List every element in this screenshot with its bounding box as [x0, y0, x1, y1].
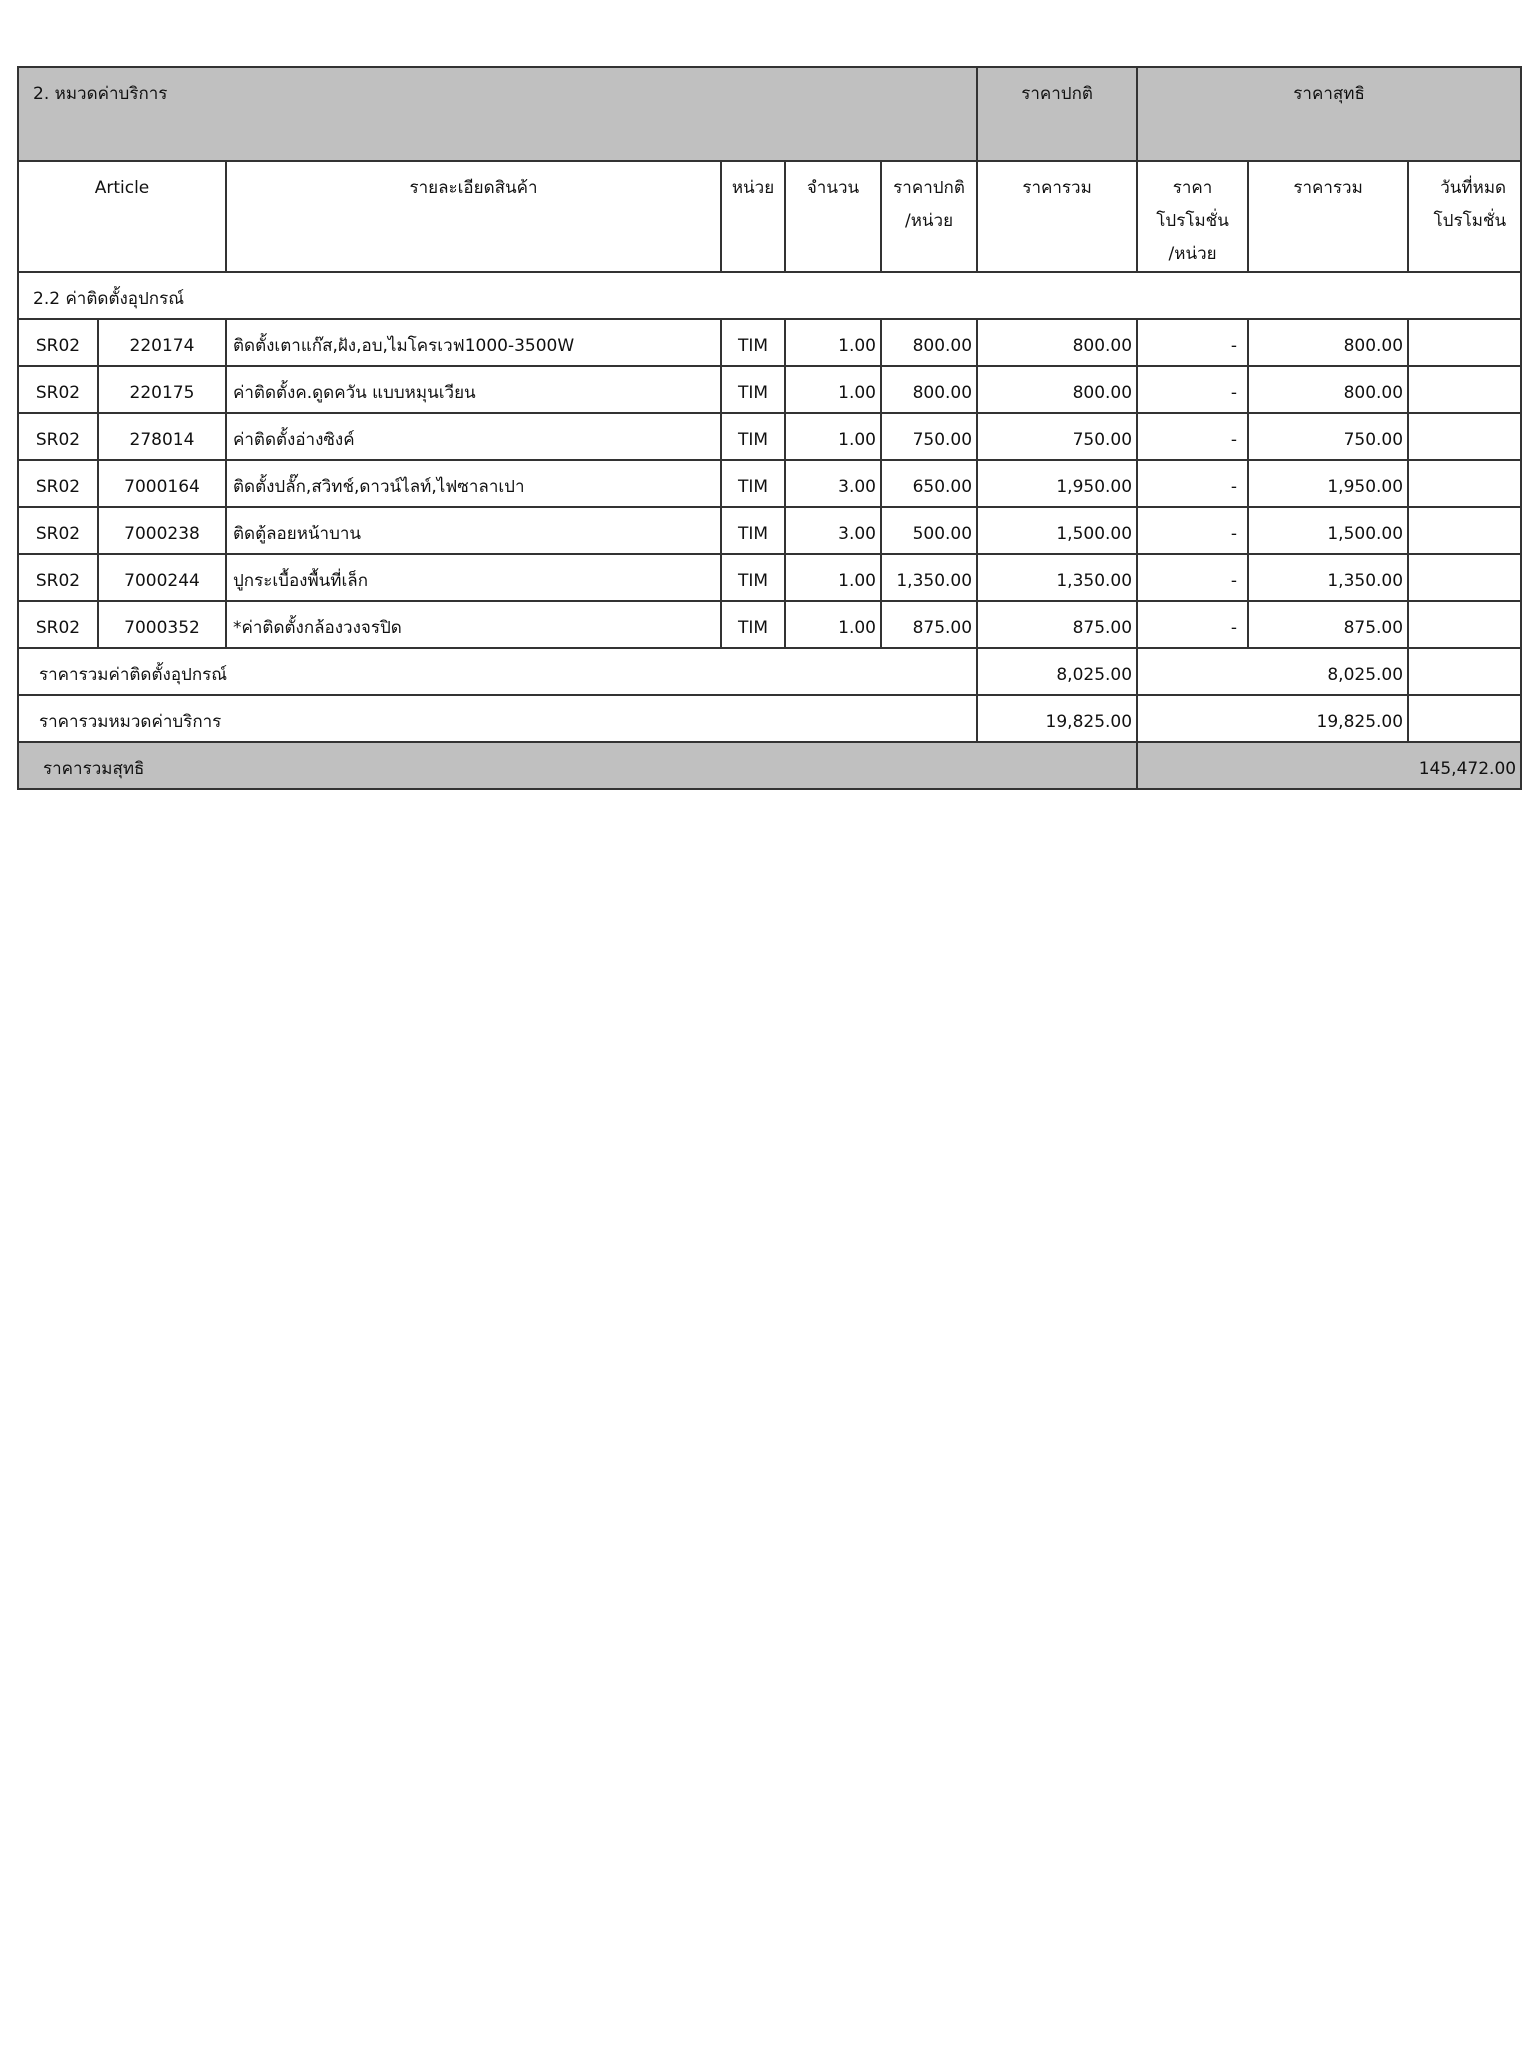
item-total: 1,950.00 — [1056, 477, 1133, 497]
subtotal-service-row — [18, 695, 1521, 742]
item-promo-end — [1409, 555, 1520, 565]
item-article: 278014 — [129, 430, 195, 450]
item-promo: - — [1230, 336, 1238, 356]
item-unit-price: 875.00 — [912, 618, 973, 638]
subtotal-install-empty — [1408, 648, 1521, 695]
item-code: SR02 — [35, 618, 81, 638]
item-net-total: 750.00 — [1343, 430, 1404, 450]
col-quantity-label: จำนวน — [806, 178, 860, 198]
group-normal-price: ราคาปกติ — [1021, 84, 1093, 104]
item-description: *ค่าติดตั้งกล้องวงจรปิด — [233, 618, 402, 638]
grand-total-value-cell — [1137, 742, 1521, 789]
item-description: ติดตู้ลอยหน้าบาน — [233, 524, 362, 544]
item-promo-end — [1409, 367, 1520, 377]
column-header-row — [18, 161, 1521, 272]
subtotal-service-net: 19,825.00 — [1316, 712, 1404, 732]
item-promo-end — [1409, 320, 1520, 330]
item-promo: - — [1230, 524, 1238, 544]
item-qty: 1.00 — [838, 383, 876, 403]
col-net-total — [1248, 161, 1408, 272]
group-net-price: ราคาสุทธิ — [1293, 84, 1365, 104]
subtotal-install-normal: 8,025.00 — [1056, 665, 1133, 685]
item-qty: 1.00 — [838, 618, 876, 638]
col-promo-line1: ราคา — [1172, 178, 1213, 198]
col-quantity — [785, 161, 881, 272]
item-qty: 3.00 — [838, 524, 876, 544]
subsection-title-cell — [18, 272, 1521, 319]
item-article: 7000238 — [124, 524, 200, 544]
subtotal-install-label: ราคารวมค่าติดตั้งอุปกรณ์ — [39, 665, 228, 685]
item-net-total: 800.00 — [1343, 336, 1404, 356]
item-unit: TIM — [737, 618, 769, 638]
item-unit-price: 650.00 — [912, 477, 973, 497]
subtotal-service-net-cell — [1137, 695, 1408, 742]
item-description: ค่าติดตั้งค.ดูดควัน แบบหมุนเวียน — [233, 383, 476, 403]
item-unit-price: 800.00 — [912, 336, 973, 356]
item-unit-price: 750.00 — [912, 430, 973, 450]
item-unit: TIM — [737, 571, 769, 591]
item-unit-price: 500.00 — [912, 524, 973, 544]
table-row — [18, 413, 1521, 460]
item-net-total: 1,350.00 — [1327, 571, 1404, 591]
grand-total-value: 145,472.00 — [1418, 759, 1517, 779]
item-code: SR02 — [35, 430, 81, 450]
item-unit-price: 800.00 — [912, 383, 973, 403]
item-promo: - — [1230, 477, 1238, 497]
quotation-table — [17, 66, 1522, 790]
item-promo-end — [1409, 461, 1520, 471]
item-net-total: 800.00 — [1343, 383, 1404, 403]
subtotal-service-empty — [1408, 695, 1521, 742]
table-row — [18, 601, 1521, 648]
item-code: SR02 — [35, 383, 81, 403]
item-total: 750.00 — [1072, 430, 1133, 450]
col-description-label: รายละเอียดสินค้า — [409, 178, 538, 198]
table-row — [18, 366, 1521, 413]
item-article: 7000352 — [124, 618, 200, 638]
grand-total-row — [18, 742, 1521, 789]
item-description: ติดตั้งปลั๊ก,สวิทช์,ดาวน์ไลท์,ไฟซาลาเปา — [233, 477, 525, 497]
item-article: 7000244 — [124, 571, 200, 591]
col-unit — [721, 161, 785, 272]
item-qty: 1.00 — [838, 571, 876, 591]
table-row — [18, 319, 1521, 366]
item-total: 875.00 — [1072, 618, 1133, 638]
subtotal-service-normal-cell — [977, 695, 1137, 742]
item-promo: - — [1230, 430, 1238, 450]
item-total: 800.00 — [1072, 383, 1133, 403]
item-article: 7000164 — [124, 477, 200, 497]
col-normal-unit-price-line1: ราคาปกติ — [893, 178, 965, 198]
item-promo-end — [1409, 508, 1520, 518]
item-description: ปูกระเบื้องพื้นที่เล็ก — [233, 571, 369, 591]
col-promo-price-label — [1138, 162, 1247, 271]
item-unit: TIM — [737, 524, 769, 544]
item-total: 1,500.00 — [1056, 524, 1133, 544]
subtotal-install-normal-cell — [977, 648, 1137, 695]
grand-total-label-cell — [18, 742, 1137, 789]
item-description: ติดตั้งเตาแก๊ส,ฝัง,อบ,ไมโครเวฟ1000-3500W — [233, 336, 575, 356]
col-promo-end-line2: โปรโมชั่น — [1433, 211, 1507, 231]
col-normal-total — [977, 161, 1137, 272]
col-promo-line2: โปรโมชั่น — [1156, 211, 1229, 231]
item-code: SR02 — [35, 571, 81, 591]
grand-total-label: ราคารวมสุทธิ — [43, 759, 145, 779]
group-normal-price-cell — [977, 67, 1137, 161]
col-normal-unit-price-label — [882, 162, 976, 238]
col-description — [226, 161, 721, 272]
table-row — [18, 554, 1521, 601]
table-row — [18, 460, 1521, 507]
item-promo: - — [1230, 618, 1238, 638]
section-title: 2. หมวดค่าบริการ — [33, 84, 168, 104]
item-unit: TIM — [737, 430, 769, 450]
subtotal-install-net-cell — [1137, 648, 1408, 695]
item-total: 1,350.00 — [1056, 571, 1133, 591]
item-qty: 1.00 — [838, 430, 876, 450]
item-total: 800.00 — [1072, 336, 1133, 356]
item-qty: 3.00 — [838, 477, 876, 497]
col-normal-unit-price-line2: /หน่วย — [905, 211, 954, 231]
item-promo-end — [1409, 602, 1520, 612]
col-article — [18, 161, 226, 272]
item-unit: TIM — [737, 383, 769, 403]
subtotal-install-row — [18, 648, 1521, 695]
item-article: 220175 — [129, 383, 195, 403]
item-net-total: 1,950.00 — [1327, 477, 1404, 497]
item-net-total: 875.00 — [1343, 618, 1404, 638]
group-net-price-cell — [1137, 67, 1521, 161]
col-net-total-label: ราคารวม — [1293, 178, 1363, 198]
item-net-total: 1,500.00 — [1327, 524, 1404, 544]
table-row — [18, 507, 1521, 554]
subtotal-install-label-cell — [18, 648, 977, 695]
subtotal-service-label: ราคารวมหมวดค่าบริการ — [39, 712, 222, 732]
subsection-row — [18, 272, 1521, 319]
col-promo-end-label — [1409, 162, 1520, 238]
section-header-row — [18, 67, 1521, 161]
col-normal-unit-price — [881, 161, 977, 272]
col-unit-label: หน่วย — [731, 178, 775, 198]
col-promo-end — [1408, 161, 1521, 272]
item-promo-end — [1409, 414, 1520, 424]
subtotal-install-net: 8,025.00 — [1327, 665, 1404, 685]
item-promo: - — [1230, 383, 1238, 403]
item-qty: 1.00 — [838, 336, 876, 356]
subtotal-service-normal: 19,825.00 — [1045, 712, 1133, 732]
item-unit-price: 1,350.00 — [896, 571, 973, 591]
subtotal-service-label-cell — [18, 695, 977, 742]
col-promo-price — [1137, 161, 1248, 272]
section-title-cell — [18, 67, 977, 161]
item-description: ค่าติดตั้งอ่างซิงค์ — [233, 430, 355, 450]
col-article-label: Article — [94, 178, 150, 198]
subsection-title: 2.2 ค่าติดตั้งอุปกรณ์ — [33, 289, 184, 309]
item-code: SR02 — [35, 336, 81, 356]
item-code: SR02 — [35, 524, 81, 544]
item-unit: TIM — [737, 336, 769, 356]
col-promo-line3: /หน่วย — [1168, 244, 1217, 264]
item-promo: - — [1230, 571, 1238, 591]
item-unit: TIM — [737, 477, 769, 497]
item-article: 220174 — [129, 336, 195, 356]
col-promo-end-line1: วันที่หมด — [1440, 178, 1507, 198]
item-code: SR02 — [35, 477, 81, 497]
col-normal-total-label: ราคารวม — [1022, 178, 1092, 198]
